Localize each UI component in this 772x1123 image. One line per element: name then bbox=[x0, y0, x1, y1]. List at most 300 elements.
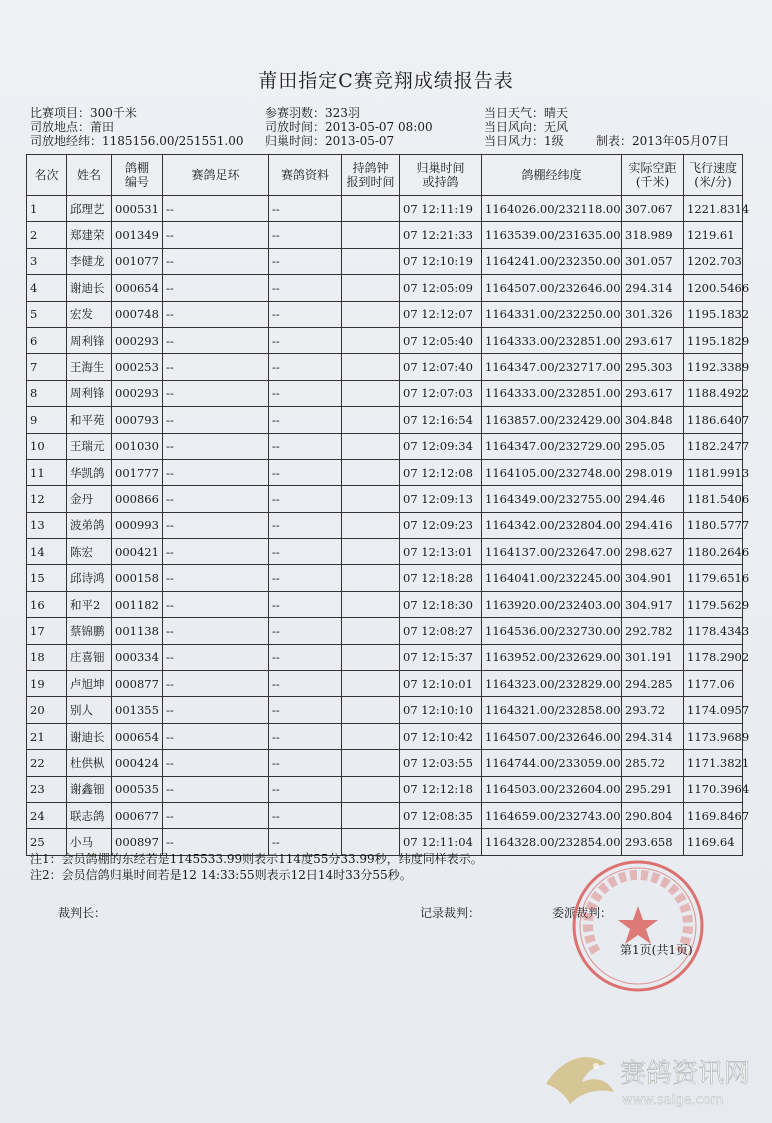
cell-time: 07 12:05:40 bbox=[400, 327, 482, 353]
cell-loft: 000424 bbox=[112, 750, 163, 776]
meta-return-time: 归巢时间：2013-05-07 bbox=[265, 134, 395, 148]
cell-loft: 001355 bbox=[112, 697, 163, 723]
star-icon bbox=[618, 906, 658, 944]
cell-coords: 1164328.00/232854.00 bbox=[482, 829, 622, 855]
cell-speed: 1179.5629 bbox=[684, 591, 743, 617]
table-row bbox=[27, 459, 743, 485]
meta-wind-force: 当日风力：1级 bbox=[484, 134, 564, 148]
cell-ring: -- bbox=[163, 512, 269, 538]
cell-loft: 000253 bbox=[112, 354, 163, 380]
cell-speed: 1202.703 bbox=[684, 248, 743, 274]
cell-info: -- bbox=[269, 723, 342, 749]
cell-clock bbox=[342, 618, 400, 644]
cell-rank: 16 bbox=[27, 591, 67, 617]
cell-dist: 294.416 bbox=[622, 512, 684, 538]
cell-coords: 1164026.00/232118.00 bbox=[482, 196, 622, 222]
cell-time: 07 12:10:01 bbox=[400, 671, 482, 697]
cell-dist: 301.326 bbox=[622, 301, 684, 327]
cell-rank: 3 bbox=[27, 248, 67, 274]
cell-time: 07 12:03:55 bbox=[400, 750, 482, 776]
cell-ring: -- bbox=[163, 301, 269, 327]
cell-rank: 22 bbox=[27, 750, 67, 776]
cell-loft: 000654 bbox=[112, 275, 163, 301]
table-row bbox=[27, 539, 743, 565]
cell-time: 07 12:21:33 bbox=[400, 222, 482, 248]
cell-rank: 19 bbox=[27, 671, 67, 697]
cell-ring: -- bbox=[163, 644, 269, 670]
cell-time: 07 12:12:08 bbox=[400, 459, 482, 485]
cell-time: 07 12:09:34 bbox=[400, 433, 482, 459]
cell-coords: 1164321.00/232858.00 bbox=[482, 697, 622, 723]
cell-ring: -- bbox=[163, 671, 269, 697]
table-row bbox=[27, 354, 743, 380]
cell-ring: -- bbox=[163, 380, 269, 406]
cell-speed: 1200.5466 bbox=[684, 275, 743, 301]
cell-speed: 1179.6516 bbox=[684, 565, 743, 591]
cell-name: 王海生 bbox=[67, 354, 112, 380]
pigeon-icon bbox=[546, 1057, 614, 1104]
cell-name: 邱诗鸿 bbox=[67, 565, 112, 591]
cell-speed: 1195.1829 bbox=[684, 327, 743, 353]
cell-info: -- bbox=[269, 512, 342, 538]
cell-loft: 000531 bbox=[112, 196, 163, 222]
cell-clock bbox=[342, 459, 400, 485]
cell-coords: 1164347.00/232717.00 bbox=[482, 354, 622, 380]
header-arrival: 归巢时间 或持鸽 bbox=[400, 155, 482, 196]
table-row bbox=[27, 802, 743, 828]
cell-coords: 1163920.00/232403.00 bbox=[482, 591, 622, 617]
table-row bbox=[27, 697, 743, 723]
cell-time: 07 12:07:03 bbox=[400, 380, 482, 406]
cell-dist: 293.72 bbox=[622, 697, 684, 723]
cell-time: 07 12:09:23 bbox=[400, 512, 482, 538]
header-ring: 赛鸽足环 bbox=[163, 155, 269, 196]
cell-coords: 1164744.00/233059.00 bbox=[482, 750, 622, 776]
cell-loft: 001349 bbox=[112, 222, 163, 248]
cell-coords: 1163539.00/231635.00 bbox=[482, 222, 622, 248]
cell-clock bbox=[342, 750, 400, 776]
cell-ring: -- bbox=[163, 802, 269, 828]
cell-dist: 294.314 bbox=[622, 275, 684, 301]
cell-info: -- bbox=[269, 222, 342, 248]
cell-info: -- bbox=[269, 591, 342, 617]
table-row bbox=[27, 486, 743, 512]
cell-name: 联志鸽 bbox=[67, 802, 112, 828]
cell-rank: 11 bbox=[27, 459, 67, 485]
cell-info: -- bbox=[269, 301, 342, 327]
cell-speed: 1173.9689 bbox=[684, 723, 743, 749]
cell-name: 郑建荣 bbox=[67, 222, 112, 248]
table-row bbox=[27, 671, 743, 697]
cell-loft: 000654 bbox=[112, 723, 163, 749]
cell-info: -- bbox=[269, 565, 342, 591]
cell-rank: 9 bbox=[27, 407, 67, 433]
cell-clock bbox=[342, 275, 400, 301]
cell-dist: 304.848 bbox=[622, 407, 684, 433]
cell-dist: 294.285 bbox=[622, 671, 684, 697]
cell-info: -- bbox=[269, 486, 342, 512]
cell-time: 07 12:10:10 bbox=[400, 697, 482, 723]
cell-time: 07 12:05:09 bbox=[400, 275, 482, 301]
cell-speed: 1181.5406 bbox=[684, 486, 743, 512]
cell-info: -- bbox=[269, 539, 342, 565]
cell-rank: 23 bbox=[27, 776, 67, 802]
cell-dist: 295.05 bbox=[622, 433, 684, 459]
cell-clock bbox=[342, 644, 400, 670]
cell-time: 07 12:18:28 bbox=[400, 565, 482, 591]
cell-name: 卢旭坤 bbox=[67, 671, 112, 697]
meta-weather: 当日天气：晴天 bbox=[484, 106, 569, 120]
cell-clock bbox=[342, 222, 400, 248]
cell-dist: 293.617 bbox=[622, 327, 684, 353]
cell-time: 07 12:16:54 bbox=[400, 407, 482, 433]
cell-dist: 295.291 bbox=[622, 776, 684, 802]
cell-clock bbox=[342, 486, 400, 512]
cell-info: -- bbox=[269, 802, 342, 828]
watermark-text: 赛鸽资讯网 bbox=[620, 1059, 751, 1089]
cell-coords: 1164041.00/232245.00 bbox=[482, 565, 622, 591]
table-row bbox=[27, 591, 743, 617]
cell-dist: 292.782 bbox=[622, 618, 684, 644]
cell-ring: -- bbox=[163, 697, 269, 723]
cell-rank: 12 bbox=[27, 486, 67, 512]
cell-clock bbox=[342, 671, 400, 697]
cell-dist: 294.46 bbox=[622, 486, 684, 512]
cell-dist: 304.901 bbox=[622, 565, 684, 591]
cell-loft: 000748 bbox=[112, 301, 163, 327]
cell-info: -- bbox=[269, 750, 342, 776]
cell-speed: 1180.5777 bbox=[684, 512, 743, 538]
cell-rank: 8 bbox=[27, 380, 67, 406]
cell-name: 和平苑 bbox=[67, 407, 112, 433]
cell-loft: 001777 bbox=[112, 459, 163, 485]
cell-coords: 1164333.00/232851.00 bbox=[482, 327, 622, 353]
signature-chief-referee: 裁判长： bbox=[58, 906, 107, 920]
cell-speed: 1178.2902 bbox=[684, 644, 743, 670]
cell-ring: -- bbox=[163, 327, 269, 353]
cell-dist: 304.917 bbox=[622, 591, 684, 617]
cell-ring: -- bbox=[163, 539, 269, 565]
cell-dist: 301.191 bbox=[622, 644, 684, 670]
cell-coords: 1164333.00/232851.00 bbox=[482, 380, 622, 406]
cell-ring: -- bbox=[163, 486, 269, 512]
cell-clock bbox=[342, 248, 400, 274]
cell-dist: 307.067 bbox=[622, 196, 684, 222]
meta-made-date: 制表：2013年05月07日 bbox=[596, 134, 730, 148]
cell-loft: 000535 bbox=[112, 776, 163, 802]
cell-clock bbox=[342, 433, 400, 459]
table-row bbox=[27, 565, 743, 591]
cell-time: 07 12:11:04 bbox=[400, 829, 482, 855]
cell-ring: -- bbox=[163, 723, 269, 749]
cell-name: 别人 bbox=[67, 697, 112, 723]
table-header-row bbox=[27, 155, 743, 196]
cell-speed: 1192.3389 bbox=[684, 354, 743, 380]
cell-ring: -- bbox=[163, 459, 269, 485]
cell-ring: -- bbox=[163, 776, 269, 802]
cell-time: 07 12:13:01 bbox=[400, 539, 482, 565]
cell-speed: 1177.06 bbox=[684, 671, 743, 697]
cell-info: -- bbox=[269, 433, 342, 459]
cell-clock bbox=[342, 380, 400, 406]
note-2: 注2：会员信鸽归巢时间若是12 14:33:55则表示12日14时33分55秒。 bbox=[30, 868, 412, 882]
cell-dist: 293.617 bbox=[622, 380, 684, 406]
cell-name: 谢迪长 bbox=[67, 275, 112, 301]
meta-release-place: 司放地点：莆田 bbox=[30, 120, 115, 134]
cell-info: -- bbox=[269, 618, 342, 644]
cell-speed: 1221.8314 bbox=[684, 196, 743, 222]
cell-time: 07 12:12:18 bbox=[400, 776, 482, 802]
cell-speed: 1181.9913 bbox=[684, 459, 743, 485]
cell-name: 谢迪长 bbox=[67, 723, 112, 749]
table-row bbox=[27, 407, 743, 433]
header-clock: 持鸽钟 报到时间 bbox=[342, 155, 400, 196]
cell-loft: 000877 bbox=[112, 671, 163, 697]
saige-watermark-logo bbox=[536, 1036, 766, 1118]
cell-name: 陈宏 bbox=[67, 539, 112, 565]
cell-name: 杜供枞 bbox=[67, 750, 112, 776]
cell-loft: 000293 bbox=[112, 327, 163, 353]
cell-loft: 001030 bbox=[112, 433, 163, 459]
cell-coords: 1164349.00/232755.00 bbox=[482, 486, 622, 512]
cell-info: -- bbox=[269, 327, 342, 353]
meta-release-time: 司放时间：2013-05-07 08:00 bbox=[265, 120, 433, 134]
cell-info: -- bbox=[269, 671, 342, 697]
table-row bbox=[27, 776, 743, 802]
meta-race-item: 比赛项目：300千米 bbox=[30, 106, 137, 120]
cell-loft: 000158 bbox=[112, 565, 163, 591]
cell-rank: 25 bbox=[27, 829, 67, 855]
cell-coords: 1164507.00/232646.00 bbox=[482, 275, 622, 301]
cell-rank: 18 bbox=[27, 644, 67, 670]
cell-rank: 17 bbox=[27, 618, 67, 644]
meta-release-coords: 司放地经纬：1185156.00/251551.00 bbox=[30, 134, 244, 148]
cell-rank: 10 bbox=[27, 433, 67, 459]
cell-info: -- bbox=[269, 776, 342, 802]
cell-ring: -- bbox=[163, 248, 269, 274]
cell-ring: -- bbox=[163, 565, 269, 591]
cell-clock bbox=[342, 327, 400, 353]
cell-ring: -- bbox=[163, 591, 269, 617]
cell-ring: -- bbox=[163, 196, 269, 222]
signature-recording-referee: 记录裁判： bbox=[420, 906, 481, 920]
cell-ring: -- bbox=[163, 618, 269, 644]
association-seal-stamp bbox=[568, 856, 708, 996]
cell-clock bbox=[342, 512, 400, 538]
cell-coords: 1164241.00/232350.00 bbox=[482, 248, 622, 274]
cell-time: 07 12:08:27 bbox=[400, 618, 482, 644]
cell-clock bbox=[342, 196, 400, 222]
cell-rank: 15 bbox=[27, 565, 67, 591]
header-distance: 实际空距 (千米) bbox=[622, 155, 684, 196]
cell-speed: 1169.8467 bbox=[684, 802, 743, 828]
cell-dist: 301.057 bbox=[622, 248, 684, 274]
cell-speed: 1188.4922 bbox=[684, 380, 743, 406]
cell-time: 07 12:18:30 bbox=[400, 591, 482, 617]
cell-rank: 1 bbox=[27, 196, 67, 222]
cell-name: 金丹 bbox=[67, 486, 112, 512]
cell-dist: 318.989 bbox=[622, 222, 684, 248]
cell-rank: 24 bbox=[27, 802, 67, 828]
cell-coords: 1164342.00/232804.00 bbox=[482, 512, 622, 538]
cell-loft: 000866 bbox=[112, 486, 163, 512]
header-name: 姓名 bbox=[67, 155, 112, 196]
cell-info: -- bbox=[269, 196, 342, 222]
cell-loft: 000421 bbox=[112, 539, 163, 565]
cell-clock bbox=[342, 539, 400, 565]
cell-dist: 298.019 bbox=[622, 459, 684, 485]
header-info: 赛鸽资料 bbox=[269, 155, 342, 196]
header-speed: 飞行速度 (米/分) bbox=[684, 155, 743, 196]
cell-info: -- bbox=[269, 248, 342, 274]
cell-rank: 21 bbox=[27, 723, 67, 749]
watermark-url: www.saige.com bbox=[622, 1093, 724, 1108]
cell-ring: -- bbox=[163, 433, 269, 459]
cell-loft: 000793 bbox=[112, 407, 163, 433]
signature-delegated-referee: 委派裁判： bbox=[552, 906, 613, 920]
cell-clock bbox=[342, 301, 400, 327]
cell-loft: 000897 bbox=[112, 829, 163, 855]
cell-name: 李健龙 bbox=[67, 248, 112, 274]
table-row bbox=[27, 248, 743, 274]
cell-time: 07 12:09:13 bbox=[400, 486, 482, 512]
cell-ring: -- bbox=[163, 354, 269, 380]
cell-info: -- bbox=[269, 697, 342, 723]
cell-dist: 285.72 bbox=[622, 750, 684, 776]
table-row bbox=[27, 196, 743, 222]
cell-coords: 1164659.00/232743.00 bbox=[482, 802, 622, 828]
cell-clock bbox=[342, 354, 400, 380]
cell-ring: -- bbox=[163, 275, 269, 301]
cell-clock bbox=[342, 802, 400, 828]
cell-loft: 000993 bbox=[112, 512, 163, 538]
header-loft-no: 鸽棚 编号 bbox=[112, 155, 163, 196]
cell-time: 07 12:08:35 bbox=[400, 802, 482, 828]
cell-coords: 1164347.00/232729.00 bbox=[482, 433, 622, 459]
table-row bbox=[27, 644, 743, 670]
cell-dist: 290.804 bbox=[622, 802, 684, 828]
cell-coords: 1164331.00/232250.00 bbox=[482, 301, 622, 327]
cell-name: 邱理艺 bbox=[67, 196, 112, 222]
cell-info: -- bbox=[269, 459, 342, 485]
cell-clock bbox=[342, 565, 400, 591]
table-body bbox=[27, 196, 750, 856]
cell-dist: 294.314 bbox=[622, 723, 684, 749]
cell-name: 周利锋 bbox=[67, 327, 112, 353]
cell-ring: -- bbox=[163, 750, 269, 776]
cell-rank: 4 bbox=[27, 275, 67, 301]
cell-name: 王瑞元 bbox=[67, 433, 112, 459]
cell-info: -- bbox=[269, 644, 342, 670]
table-row bbox=[27, 327, 743, 353]
cell-dist: 295.303 bbox=[622, 354, 684, 380]
table-row bbox=[27, 618, 743, 644]
cell-ring: -- bbox=[163, 407, 269, 433]
cell-coords: 1163857.00/232429.00 bbox=[482, 407, 622, 433]
cell-info: -- bbox=[269, 407, 342, 433]
meta-wind-direction: 当日风向：无风 bbox=[484, 120, 569, 134]
cell-ring: -- bbox=[163, 829, 269, 855]
cell-clock bbox=[342, 776, 400, 802]
cell-name: 波弟鸽 bbox=[67, 512, 112, 538]
cell-name: 华凯鸽 bbox=[67, 459, 112, 485]
cell-rank: 14 bbox=[27, 539, 67, 565]
cell-coords: 1164323.00/232829.00 bbox=[482, 671, 622, 697]
page-indicator: 第1页(共1页) bbox=[620, 943, 693, 957]
cell-speed: 1170.3964 bbox=[684, 776, 743, 802]
notes-block bbox=[30, 851, 483, 883]
cell-loft: 000677 bbox=[112, 802, 163, 828]
cell-info: -- bbox=[269, 380, 342, 406]
cell-dist: 293.658 bbox=[622, 829, 684, 855]
cell-rank: 20 bbox=[27, 697, 67, 723]
table-row bbox=[27, 723, 743, 749]
cell-time: 07 12:10:42 bbox=[400, 723, 482, 749]
cell-time: 07 12:15:37 bbox=[400, 644, 482, 670]
cell-coords: 1164105.00/232748.00 bbox=[482, 459, 622, 485]
cell-speed: 1182.2477 bbox=[684, 433, 743, 459]
cell-info: -- bbox=[269, 829, 342, 855]
cell-name: 庄喜钿 bbox=[67, 644, 112, 670]
report-title: 莆田指定C赛竞翔成绩报告表 bbox=[258, 70, 514, 92]
cell-speed: 1169.64 bbox=[684, 829, 743, 855]
cell-speed: 1195.1832 bbox=[684, 301, 743, 327]
cell-time: 07 12:07:40 bbox=[400, 354, 482, 380]
meta-entries: 参赛羽数：323羽 bbox=[265, 106, 360, 120]
cell-time: 07 12:10:19 bbox=[400, 248, 482, 274]
cell-loft: 001138 bbox=[112, 618, 163, 644]
cell-clock bbox=[342, 591, 400, 617]
cell-coords: 1164137.00/232647.00 bbox=[482, 539, 622, 565]
cell-rank: 6 bbox=[27, 327, 67, 353]
cell-rank: 2 bbox=[27, 222, 67, 248]
cell-speed: 1180.2646 bbox=[684, 539, 743, 565]
results-table bbox=[26, 154, 750, 856]
table-row bbox=[27, 301, 743, 327]
cell-loft: 000293 bbox=[112, 380, 163, 406]
table-row bbox=[27, 380, 743, 406]
cell-name: 蔡锦鹏 bbox=[67, 618, 112, 644]
cell-speed: 1178.4343 bbox=[684, 618, 743, 644]
cell-name: 宏发 bbox=[67, 301, 112, 327]
cell-coords: 1164503.00/232604.00 bbox=[482, 776, 622, 802]
cell-dist: 298.627 bbox=[622, 539, 684, 565]
cell-time: 07 12:12:07 bbox=[400, 301, 482, 327]
cell-speed: 1219.61 bbox=[684, 222, 743, 248]
cell-loft: 001182 bbox=[112, 591, 163, 617]
cell-name: 和平2 bbox=[67, 591, 112, 617]
cell-loft: 001077 bbox=[112, 248, 163, 274]
table-row bbox=[27, 275, 743, 301]
cell-rank: 5 bbox=[27, 301, 67, 327]
header-rank: 名次 bbox=[27, 155, 67, 196]
cell-rank: 13 bbox=[27, 512, 67, 538]
cell-rank: 7 bbox=[27, 354, 67, 380]
cell-info: -- bbox=[269, 354, 342, 380]
table-row bbox=[27, 222, 743, 248]
cell-info: -- bbox=[269, 275, 342, 301]
table-row bbox=[27, 433, 743, 459]
cell-time: 07 12:11:19 bbox=[400, 196, 482, 222]
cell-ring: -- bbox=[163, 222, 269, 248]
cell-coords: 1163952.00/232629.00 bbox=[482, 644, 622, 670]
table-row bbox=[27, 512, 743, 538]
cell-speed: 1174.0957 bbox=[684, 697, 743, 723]
cell-clock bbox=[342, 407, 400, 433]
cell-clock bbox=[342, 697, 400, 723]
note-1: 注1：会员鸽棚的东经若是1145533.99则表示114度55分33.99秒，纬度同样表示。 bbox=[30, 852, 483, 866]
cell-loft: 000334 bbox=[112, 644, 163, 670]
